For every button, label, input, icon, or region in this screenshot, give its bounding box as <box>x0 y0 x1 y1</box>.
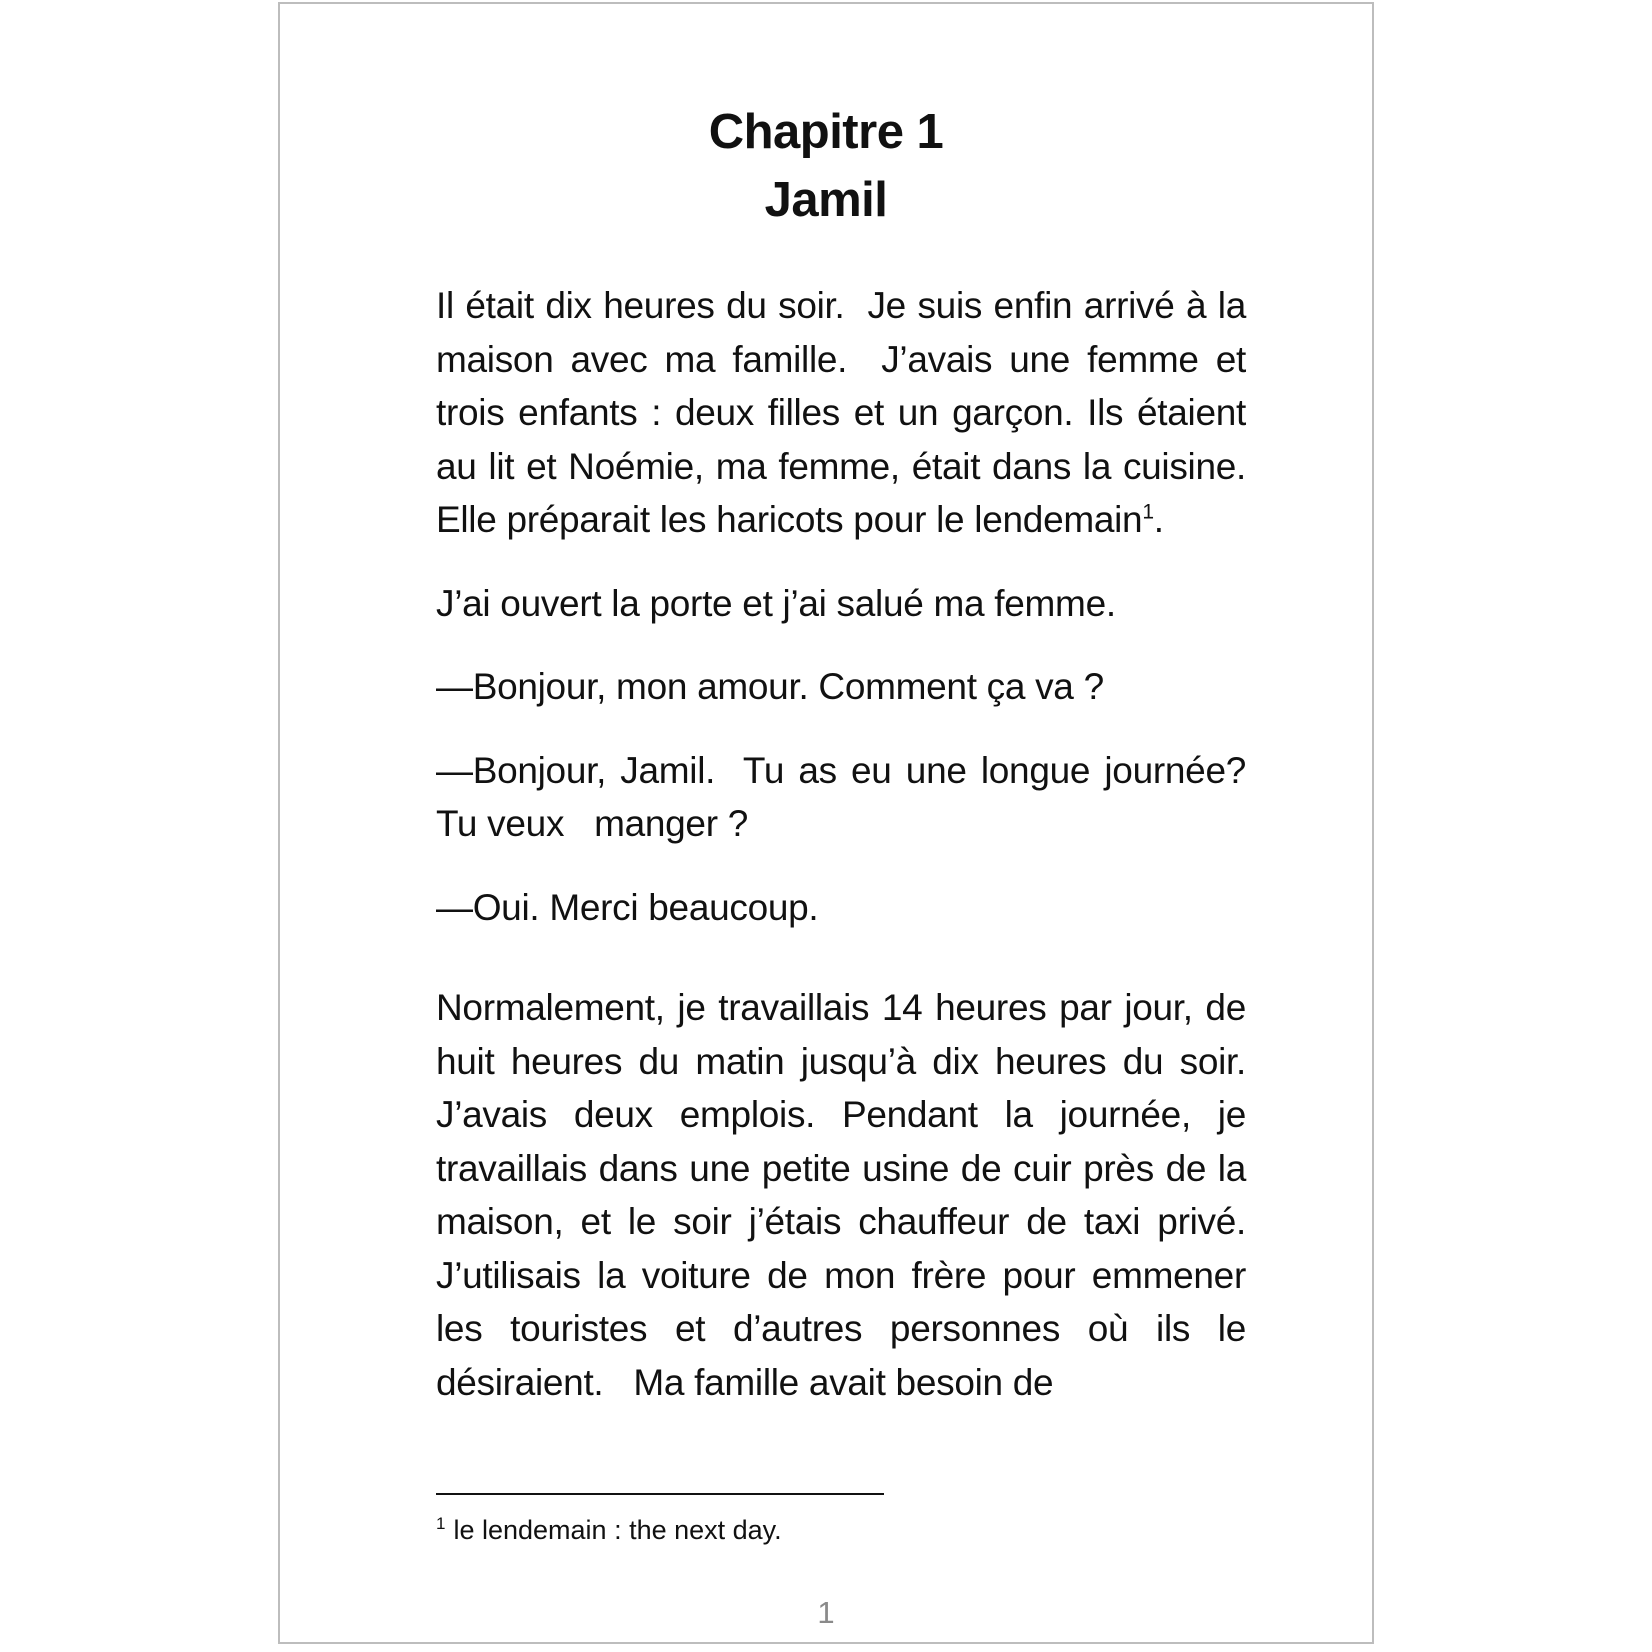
paragraph-door: J’ai ouvert la porte et j’ai salué ma femme. <box>436 582 1116 624</box>
footnote-mark: 1 <box>436 1514 446 1533</box>
chapter-title: Jamil <box>764 173 888 227</box>
chapter-number: Chapitre 1 <box>708 105 944 159</box>
footnote-reference[interactable]: 1 <box>1142 500 1154 524</box>
page-number: 1 <box>817 1595 835 1630</box>
dialogue-line: —Bonjour, mon amour. Comment ça va ? <box>436 666 1104 707</box>
footnote-separator <box>436 1493 884 1495</box>
paragraph-end: . <box>1153 499 1164 540</box>
footnote <box>436 1512 782 1548</box>
book-page <box>278 2 1374 1644</box>
paragraph-work: Normalement, je travaillais 14 heures par jour, de huit heures du matin jusqu’à dix heures du soir. J’avais deux emplois. Pendant la journée, je travaillais dans une petite usine de cuir près de la maison, et le soir j’étais chauffeur de taxi privé. J’utilisais la voiture de mon frère pour emmener les touristes et d’autres personnes où ils le désiraient. Ma famille avait besoin de <box>436 987 1256 1403</box>
chapter-body <box>436 279 1266 1409</box>
chapter-heading <box>280 98 1372 234</box>
paragraph-opening <box>436 279 1256 547</box>
footnote-text: le lendemain : the next day. <box>453 1515 782 1545</box>
dialogue-line: —Bonjour, Jamil. Tu as eu une longue journée? Tu veux manger ? <box>436 749 1266 844</box>
dialogue-line: —Oui. Merci beaucoup. <box>436 886 819 928</box>
paragraph-text: Il était dix heures du soir. Je suis enfin arrivé à la maison avec ma famille. J’avais une femme et trois enfants : deux filles et un garçon. Ils étaient au lit et Noémie, ma femme, était dans la cuisine. Elle préparait les haricots pour le lendemain <box>436 285 1256 540</box>
